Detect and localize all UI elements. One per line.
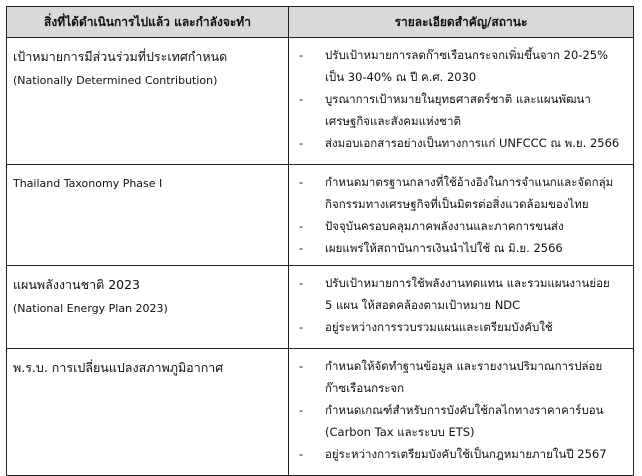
detail-item (295, 88, 627, 132)
detail-line: - ปัจจุบันครอบคลุมภาคพลังงานและภาคการขนส่ง (325, 219, 564, 233)
detail-item (295, 215, 627, 237)
detail-line: - กำหนดให้จัดทำฐานข้อมูล และรายงานปริมาณการปล่อย (325, 359, 603, 373)
table-row (7, 38, 634, 165)
detail-line: เศรษฐกิจและสังคมแห่งชาติ (325, 114, 461, 128)
row-title (7, 165, 289, 266)
row-title-line: (National Energy Plan 2023) (13, 302, 168, 315)
row-title-line: Thailand Taxonomy Phase I (13, 177, 163, 190)
row-title (7, 266, 289, 349)
detail-line: กิจกรรมทางเศรษฐกิจที่เป็นมิตรต่อสิ่งแวดล้อมของไทย (325, 197, 589, 211)
detail-line: - บูรณาการเป้าหมายในยุทธศาสตร์ชาติ และแผนพัฒนา (325, 92, 591, 106)
row-details (289, 266, 634, 349)
detail-line: - ส่งมอบเอกสารอย่างเป็นทางการแก่ UNFCCC ณ พ.ย. 2566 (325, 136, 620, 150)
row-title (7, 349, 289, 476)
detail-line: - เผยแพร่ให้สถาบันการเงินนำไปใช้ ณ มิ.ย. 2566 (325, 241, 563, 255)
detail-item (295, 237, 627, 259)
detail-item (295, 132, 627, 154)
detail-item (295, 272, 627, 316)
row-title-line: แผนพลังงานชาติ 2023 (13, 277, 141, 292)
row-title-line: เป้าหมายการมีส่วนร่วมที่ประเทศกำหนด (13, 49, 228, 64)
table-row (7, 266, 634, 349)
status-table (6, 6, 634, 476)
detail-line: 5 แผน ให้สอดคล้องตามเป้าหมาย NDC (325, 298, 521, 312)
detail-line: - อยู่ระหว่างการรวบรวมแผนและเตรียมบังคับใช้ (325, 320, 553, 334)
detail-line: (Carbon Tax และระบบ ETS) (325, 425, 475, 439)
row-title-line: (Nationally Determined Contribution) (13, 74, 218, 87)
header-details: รายละเอียดสำคัญ/สถานะ (289, 7, 634, 38)
detail-item (295, 44, 627, 88)
row-details (289, 38, 634, 165)
table-header-row (7, 7, 634, 38)
detail-line: เป็น 30-40% ณ ปี ค.ศ. 2030 (325, 70, 477, 84)
detail-item (295, 443, 627, 465)
detail-list (295, 355, 627, 465)
row-title-line: พ.ร.บ. การเปลี่ยนแปลงสภาพภูมิอากาศ (13, 360, 224, 375)
detail-line: ก๊าซเรือนกระจก (325, 381, 405, 395)
row-details (289, 165, 634, 266)
table-row (7, 349, 634, 476)
detail-list (295, 44, 627, 154)
detail-list (295, 272, 627, 338)
detail-line: - อยู่ระหว่างการเตรียมบังคับใช้เป็นกฎหมายภายในปี 2567 (325, 447, 607, 461)
detail-list (295, 171, 627, 259)
detail-item (295, 399, 627, 443)
row-details (289, 349, 634, 476)
detail-item (295, 355, 627, 399)
row-title (7, 38, 289, 165)
detail-item (295, 171, 627, 215)
detail-item (295, 316, 627, 338)
detail-line: - ปรับเป้าหมายการใช้พลังงานทดแทน และรวมแผนงานย่อย (325, 276, 610, 290)
table-row (7, 165, 634, 266)
detail-line: - ปรับเป้าหมายการลดก๊าซเรือนกระจกเพิ่มขึ้นจาก 20-25% (325, 48, 609, 62)
header-actions: สิ่งที่ได้ดำเนินการไปแล้ว และกำลังจะทำ (7, 7, 289, 38)
detail-line: - กำหนดเกณฑ์สำหรับการบังคับใช้กลไกทางราคาคาร์บอน (325, 403, 604, 417)
detail-line: - กำหนดมาตรฐานกลางที่ใช้อ้างอิงในการจำแนกและจัดกลุ่ม (325, 175, 614, 189)
